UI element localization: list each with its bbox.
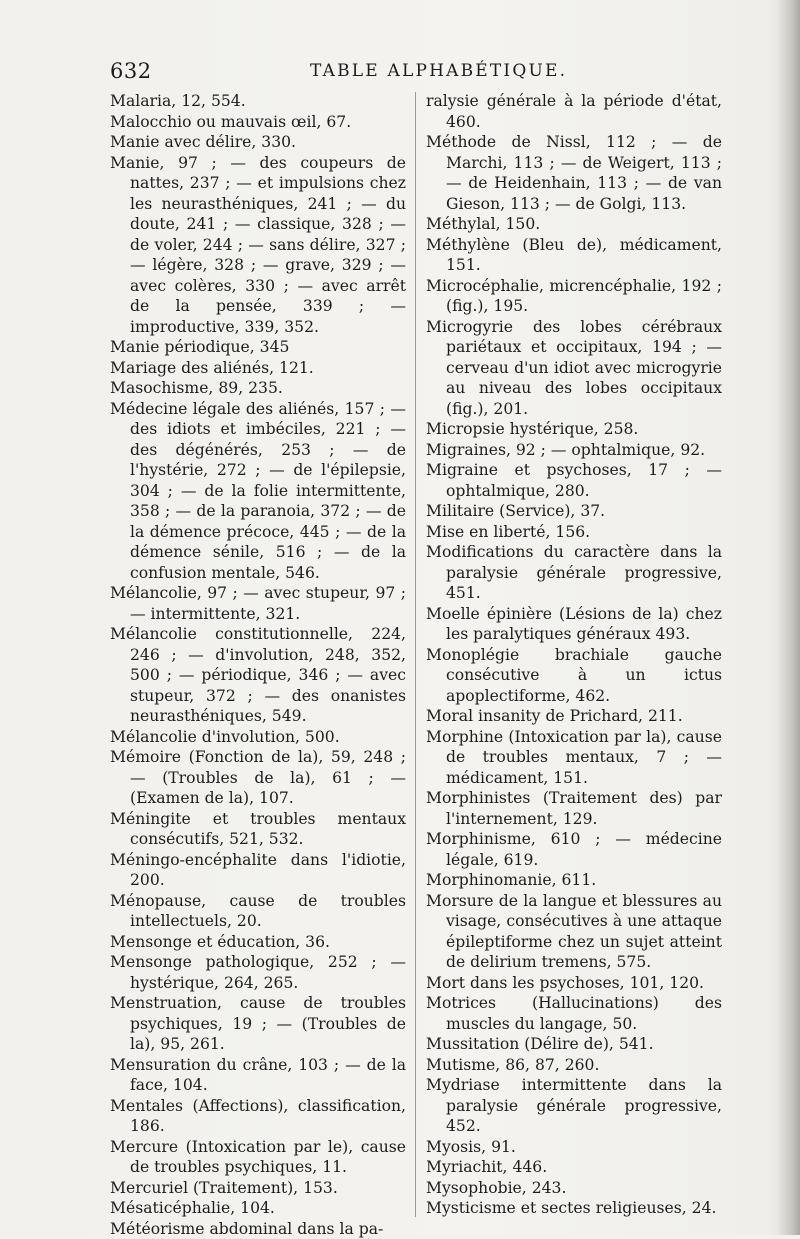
index-entry: Myosis, 91. <box>426 1137 722 1158</box>
index-entry: Menstruation, cause de troubles psychiques, 19 ; — (Troubles de la), 95, 261. <box>110 993 406 1055</box>
index-entry: Morphinistes (Traitement des) par l'internement, 129. <box>426 788 722 829</box>
right-column <box>426 91 722 1219</box>
index-entry: Morphinomanie, 611. <box>426 870 722 891</box>
index-entry: ralysie générale à la période d'état, 460. <box>426 91 722 132</box>
page-header <box>110 59 710 85</box>
index-entry: Méthylal, 150. <box>426 214 722 235</box>
index-entry: Mentales (Affections), classification, 186. <box>110 1096 406 1137</box>
index-entry: Manie, 97 ; — des coupeurs de nattes, 237 ; — et impulsions chez les neurasthéniques, 241 ; — du doute, 241 ; — classique, 328 ; — de voler, 244 ; — sans délire, 327 ; — légère, 328 ; — grave, 329 ; — avec colères, 330 ; — avec arrêt de la pensée, 339 ; — improductive, 339, 352. <box>110 153 406 338</box>
index-entry: Mémoire (Fonction de la), 59, 248 ; — (Troubles de la), 61 ; — (Examen de la), 107. <box>110 747 406 809</box>
index-entry: Mercuriel (Traitement), 153. <box>110 1178 406 1199</box>
index-entry: Mensonge et éducation, 36. <box>110 932 406 953</box>
index-entry: Moelle épinière (Lésions de la) chez les paralytiques généraux 493. <box>426 604 722 645</box>
index-entry: Méthylène (Bleu de), médicament, 151. <box>426 235 722 276</box>
index-entry: Malocchio ou mauvais œil, 67. <box>110 112 406 133</box>
index-entry: Méningite et troubles mentaux consécutifs, 521, 532. <box>110 809 406 850</box>
index-entry: Mensuration du crâne, 103 ; — de la face, 104. <box>110 1055 406 1096</box>
index-entry: Météorisme abdominal dans la pa- <box>110 1219 406 1239</box>
index-entry: Micropsie hystérique, 258. <box>426 419 722 440</box>
index-entry: Mussitation (Délire de), 541. <box>426 1034 722 1055</box>
index-entry: Mutisme, 86, 87, 260. <box>426 1055 722 1076</box>
index-entry: Manie avec délire, 330. <box>110 132 406 153</box>
index-entry: Modifications du caractère dans la paralysie générale progressive, 451. <box>426 542 722 604</box>
index-entry: Migraine et psychoses, 17 ; — ophtalmique, 280. <box>426 460 722 501</box>
index-entry: Microgyrie des lobes cérébraux pariétaux et occipitaux, 194 ; — cerveau d'un idiot avec microgyrie au niveau des lobes occipitaux (fig.), 201. <box>426 317 722 420</box>
index-entry: Mysticisme et sectes religieuses, 24. <box>426 1198 722 1219</box>
index-entry: Microcéphalie, micrencéphalie, 192 ; (fig.), 195. <box>426 276 722 317</box>
index-entry: Masochisme, 89, 235. <box>110 378 406 399</box>
index-entry: Mélancolie constitutionnelle, 224, 246 ; — d'involution, 248, 352, 500 ; — périodique, 346 ; — avec stupeur, 372 ; — des onanistes neurasthéniques, 549. <box>110 624 406 727</box>
index-entry: Méthode de Nissl, 112 ; — de Marchi, 113 ; — de Weigert, 113 ; — de Heidenhain, 113 ; — de van Gieson, 113 ; — de Golgi, 113. <box>426 132 722 214</box>
index-entry: Militaire (Service), 37. <box>426 501 722 522</box>
index-entry: Mort dans les psychoses, 101, 120. <box>426 973 722 994</box>
index-entry: Monoplégie brachiale gauche consécutive à un ictus apoplectiforme, 462. <box>426 645 722 707</box>
index-entry: Manie périodique, 345 <box>110 337 406 358</box>
running-title: TABLE ALPHABÉTIQUE. <box>310 61 567 81</box>
index-entry: Mercure (Intoxication par le), cause de troubles psychiques, 11. <box>110 1137 406 1178</box>
index-entry: Médecine légale des aliénés, 157 ; — des idiots et imbéciles, 221 ; — des dégénérés, 253 ; — de l'hystérie, 272 ; — de l'épilepsie, 304 ; — de la folie intermittente, 358 ; — de la paranoia, 372 ; — de la démence précoce, 445 ; — de la démence sénile, 516 ; — de la confusion mentale, 546. <box>110 399 406 584</box>
index-entry: Morsure de la langue et blessures au visage, consécutives à une attaque épileptiforme chez un sujet atteint de delirium tremens, 575. <box>426 891 722 973</box>
index-entry: Mensonge pathologique, 252 ; — hystérique, 264, 265. <box>110 952 406 993</box>
index-entry: Mariage des aliénés, 121. <box>110 358 406 379</box>
index-entry: Malaria, 12, 554. <box>110 91 406 112</box>
left-column <box>110 91 406 1239</box>
index-entry: Moral insanity de Prichard, 211. <box>426 706 722 727</box>
index-entry: Morphine (Intoxication par la), cause de troubles mentaux, 7 ; — médicament, 151. <box>426 727 722 789</box>
page-number: 632 <box>110 59 152 83</box>
index-entry: Mysophobie, 243. <box>426 1178 722 1199</box>
index-entry: Mydriase intermittente dans la paralysie générale progressive, 452. <box>426 1075 722 1137</box>
index-entry: Mésaticéphalie, 104. <box>110 1198 406 1219</box>
index-entry: Myriachit, 446. <box>426 1157 722 1178</box>
column-divider <box>415 92 416 1217</box>
index-entry: Mélancolie, 97 ; — avec stupeur, 97 ; — intermittente, 321. <box>110 583 406 624</box>
index-entry: Morphinisme, 610 ; — médecine légale, 619. <box>426 829 722 870</box>
index-entry: Migraines, 92 ; — ophtalmique, 92. <box>426 440 722 461</box>
index-entry: Motrices (Hallucinations) des muscles du langage, 50. <box>426 993 722 1034</box>
book-spine-shadow <box>778 0 800 1235</box>
index-entry: Méningo-encéphalite dans l'idiotie, 200. <box>110 850 406 891</box>
index-entry: Ménopause, cause de troubles intellectuels, 20. <box>110 891 406 932</box>
index-entry: Mélancolie d'involution, 500. <box>110 727 406 748</box>
index-entry: Mise en liberté, 156. <box>426 522 722 543</box>
